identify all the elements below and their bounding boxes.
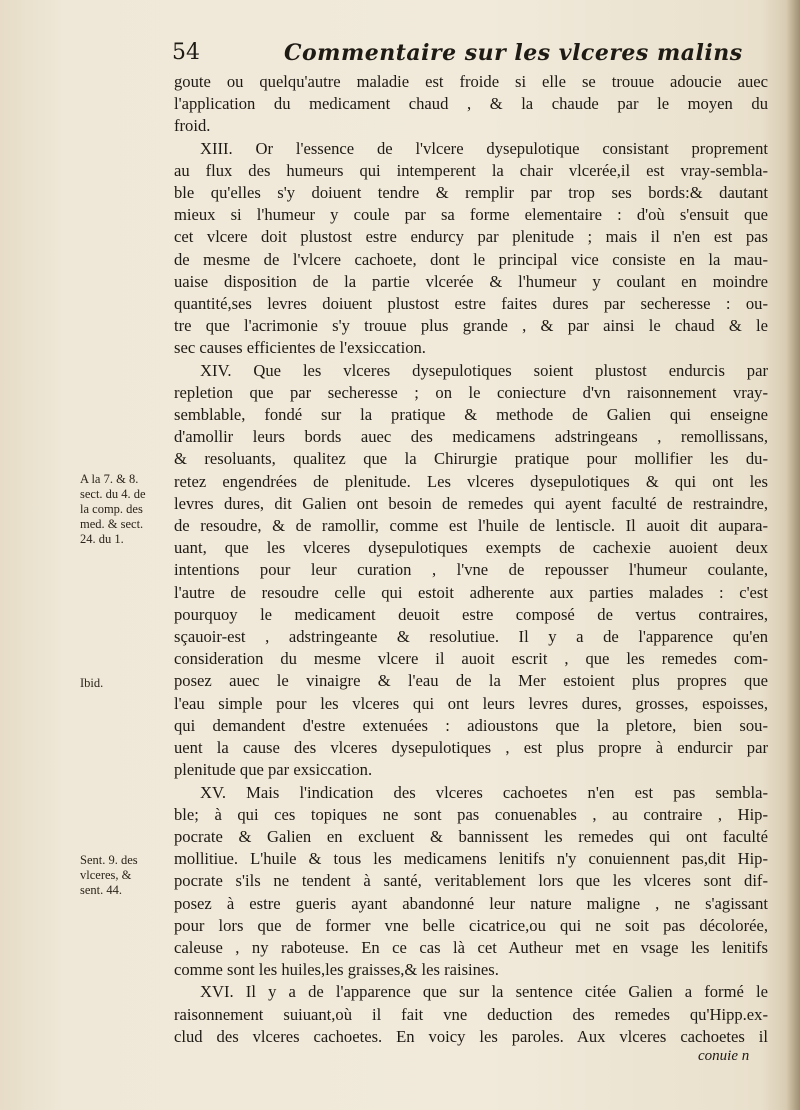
margin-note-line: Sent. 9. des <box>80 853 138 867</box>
text-line: intentions pour leur curation , l'vne de repousser l'humeur coulante, <box>174 560 768 580</box>
margin-note-line: la comp. des <box>80 502 143 516</box>
text-line: quantité,ses levres doiuent plustost estre faites dures par secheresse : ou- <box>174 294 768 314</box>
page-edge-shadow <box>786 0 800 1110</box>
text-line: uent la cause des vlceres dysepulotiques , est plus propre à endurcir par <box>174 738 768 758</box>
text-line: pocrate & Galien en excluent & bannissent les remedes qui ont faculté <box>174 826 768 846</box>
text-line: l'eau simple pour les vlceres qui ont leurs levres dures, grosses, espoisses, <box>174 693 768 713</box>
text-line: ble; à qui ces topiques ne sont pas conuenables , au contraire , Hip- <box>174 804 768 824</box>
page-header <box>172 40 772 66</box>
text-line: pour lors que de former vne belle cicatrice,ou qui ne soit pas décolorée, <box>174 915 768 935</box>
paragraph-xiii-start: XIII. Or l'essence de l'vlcere dysepulotique consistant proprement <box>200 138 768 158</box>
text-line: levres dures, dit Galien ont besoin de remedes qui ayent faculté de restraindre, <box>174 493 768 513</box>
text-line: pocrate s'ils ne tendent à santé, veritablement lors que les vlceres sont dif- <box>174 871 768 891</box>
text-line: mollitiue. L'huile & tous les medicamens lenitifs n'y conuiennent pas,dit Hip- <box>174 849 768 869</box>
text-line: caleuse , ny raboteuse. En ce cas là cet Autheur met en vsage les lenitifs <box>174 937 768 957</box>
body-text <box>174 71 768 1048</box>
text-line: froid. <box>174 116 211 136</box>
text-line: uaise disposition de la partie vlcerée & l'humeur y coulant en moindre <box>174 271 768 291</box>
text-line: pourquoy le medicament deuoit estre composé de vertus contraires, <box>174 604 768 624</box>
text-line: semblable, fondé sur la pratique & methode de Galien qui enseigne <box>174 405 768 425</box>
text-line: mieux si l'humeur y coule par sa forme elementaire : d'où s'ensuit que <box>174 205 768 225</box>
text-line: l'application du medicament chaud , & la chaude par le moyen du <box>174 94 768 114</box>
text-line: qui demandent d'estre extenuées : adioustons que la pletore, bien sou- <box>174 715 768 735</box>
text-line: plenitude que par exsiccation. <box>174 760 373 780</box>
text-line: retez engendrées de plenitude. Les vlceres dysepulotiques & qui ont les <box>174 471 768 491</box>
text-line: l'autre de resoudre celle qui estoit adherente aux parties malades : c'est <box>174 582 768 602</box>
text-line: tre que l'acrimonie s'y trouue plus grande , & par ainsi le chaud & le <box>174 316 768 336</box>
margin-note-ibid <box>80 676 172 691</box>
margin-note-sentence <box>80 853 172 898</box>
text-line: posez à estre gueris ayant abandonné leur nature maligne , ne s'agissant <box>174 893 768 913</box>
page-number: 54 <box>172 40 200 65</box>
paragraph-xvi-start: XVI. Il y a de l'apparence que sur la sentence citée Galien a formé le <box>200 982 768 1002</box>
text-line: comme sont les huiles,les graisses,& les raisines. <box>174 960 499 980</box>
text-line: repletion que par secheresse ; on le coniecture d'vn raisonnement vray- <box>174 382 768 402</box>
paragraph-xiv-start: XIV. Que les vlceres dysepulotiques soient plustost endurcis par <box>200 360 768 380</box>
text-line: d'amollir leurs bords auec des medicamens adstringeans , remollissans, <box>174 427 768 447</box>
text-line: uant, que les vlceres dysepulotiques exempts de cachexie auoient deux <box>174 538 768 558</box>
text-line: ble qu'elles s'y doiuent tendre & remplir par trop ses bords:& dautant <box>174 183 768 203</box>
text-line: posez auec le vinaigre & l'eau de la Mer estoient plus propres que <box>174 671 768 691</box>
text-line: raisonnement suiuant,où il fait vne deduction des remedes qu'Hipp.ex- <box>174 1004 768 1024</box>
paragraph-xv-start: XV. Mais l'indication des vlceres cachoetes n'en est pas sembla- <box>200 782 768 802</box>
margin-note-line: vlceres, & <box>80 868 132 882</box>
margin-note-line: sect. du 4. de <box>80 487 146 501</box>
margin-note-line: Ibid. <box>80 676 104 690</box>
catchword: conuie n <box>698 1048 750 1064</box>
text-line: sçauoir-est , adstringeante & resolutiue. Il y a de l'apparence qu'en <box>174 627 768 647</box>
running-title: Commentaire sur les vlceres malins <box>284 40 743 66</box>
text-line: de resoudre, & de ramollir, comme est l'huile de lentiscle. Il auoit dit aupara- <box>174 516 768 536</box>
text-line: cet vlcere doit plustost estre endurcy par plenitude ; mais il n'en est pas <box>174 227 768 247</box>
text-line: consideration du mesme vlcere il auoit escrit , que les remedes com- <box>174 649 768 669</box>
text-line: sec causes efficientes de l'exsiccation. <box>174 338 426 358</box>
margin-note-galien <box>80 472 172 547</box>
text-line: clud des vlceres cachoetes. En voicy les paroles. Aux vlceres cachoetes il <box>174 1026 768 1046</box>
text-line: & resoluants, qualitez que la Chirurgie pratique pour mollifier les du- <box>174 449 768 469</box>
text-line: de mesme de l'vlcere cachoete, dont le principal vice consiste en la mau- <box>174 249 768 269</box>
margin-note-line: sent. 44. <box>80 883 123 897</box>
margin-note-line: med. & sect. <box>80 517 144 531</box>
text-line: goute ou quelqu'autre maladie est froide si elle se trouue adoucie auec <box>174 72 768 91</box>
margin-note-line: 24. du 1. <box>80 532 124 546</box>
text-line: au flux des humeurs qui intemperent la chair vlcerée,il est vray-sembla- <box>174 160 768 180</box>
margin-note-line: A la 7. & 8. <box>80 472 139 486</box>
